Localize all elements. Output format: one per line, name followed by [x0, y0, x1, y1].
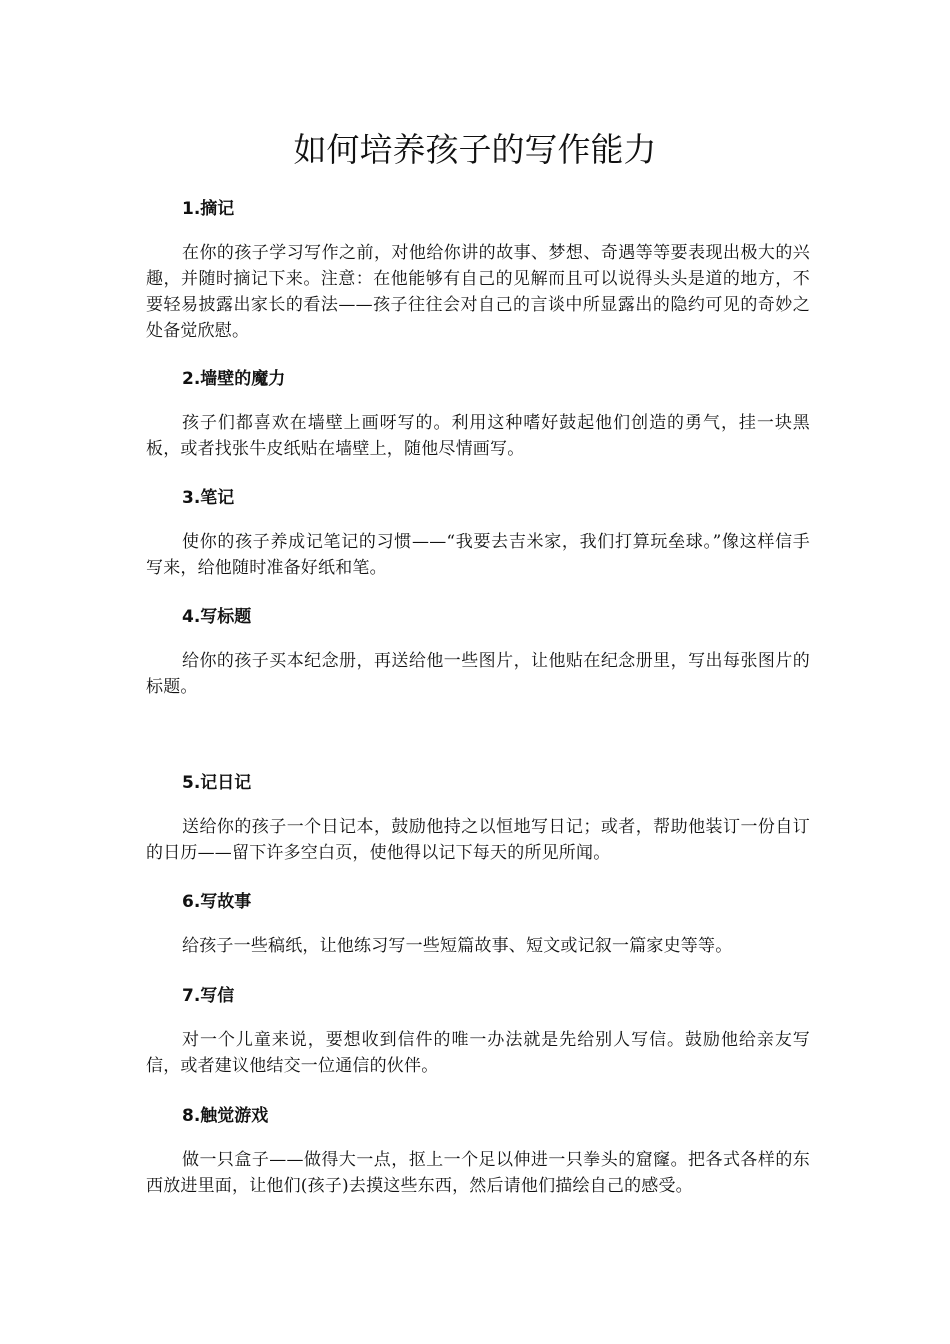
section-2 [146, 366, 810, 462]
section-5 [146, 770, 810, 866]
section-4 [146, 604, 810, 700]
section-paragraph: 在你的孩子学习写作之前，对他给你讲的故事、梦想、奇遇等等要表现出极大的兴趣，并随时摘记下来。注意：在他能够有自己的见解而且可以说得头头是道的地方，不要轻易披露出家长的看法——孩子往往会对自己的言谈中所显露出的隐约可见的奇妙之处备觉欣慰。 [146, 243, 810, 341]
section-heading: 8.触觉游戏 [182, 1106, 269, 1126]
section-paragraph: 给你的孩子买本纪念册，再送给他一些图片，让他贴在纪念册里，写出每张图片的标题。 [146, 651, 810, 697]
section-paragraph: 对一个儿童来说，要想收到信件的唯一办法就是先给别人写信。鼓励他给亲友写信，或者建议他结交一位通信的伙伴。 [146, 1030, 810, 1076]
section-heading: 7.写信 [182, 986, 235, 1006]
section-heading: 1.摘记 [182, 199, 235, 219]
section-paragraph: 做一只盒子——做得大一点，抠上一个足以伸进一只拳头的窟窿。把各式各样的东西放进里面，让他们(孩子)去摸这些东西，然后请他们描绘自己的感受。 [146, 1150, 810, 1196]
section-paragraph: 给孩子一些稿纸，让他练习写一些短篇故事、短文或记叙一篇家史等等。 [182, 936, 733, 956]
section-8 [146, 1103, 810, 1199]
section-3 [146, 485, 810, 581]
section-6 [146, 889, 810, 959]
document-title: 如何培养孩子的写作能力 [293, 130, 657, 169]
section-heading: 2.墙壁的魔力 [182, 369, 286, 389]
section-heading: 5.记日记 [182, 773, 252, 793]
section-paragraph: 送给你的孩子一个日记本，鼓励他持之以恒地写日记；或者，帮助他装订一份自订的日历——留下许多空白页，使他得以记下每天的所见所闻。 [146, 817, 810, 863]
section-heading: 6.写故事 [182, 892, 252, 912]
section-heading: 3.笔记 [182, 488, 235, 508]
section-paragraph: 使你的孩子养成记笔记的习惯——“我要去吉米家，我们打算玩垒球。”像这样信手写来，给他随时准备好纸和笔。 [146, 532, 810, 578]
section-7 [146, 983, 810, 1079]
section-1 [146, 196, 810, 344]
section-paragraph: 孩子们都喜欢在墙壁上画呀写的。利用这种嗜好鼓起他们创造的勇气，挂一块黑板，或者找张牛皮纸贴在墙壁上，随他尽情画写。 [146, 413, 810, 459]
section-heading: 4.写标题 [182, 607, 252, 627]
